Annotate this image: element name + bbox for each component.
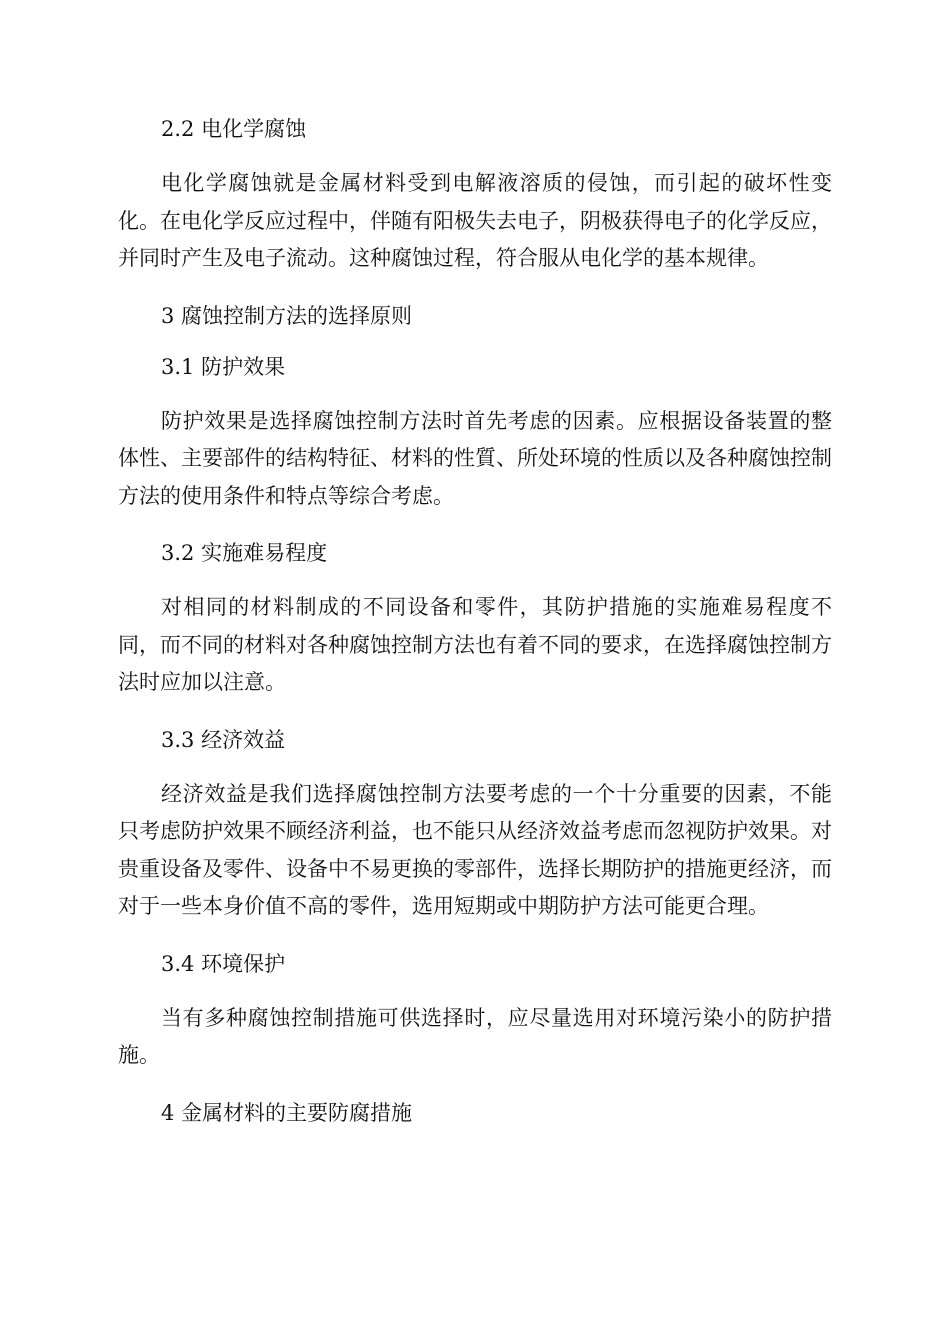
paragraph-electrochemical-corrosion: 电化学腐蚀就是金属材料受到电解液溶质的侵蚀，而引起的破坏性变化。在电化学反应过程中，伴随有阳极失去电子，阴极获得电子的化学反应，并同时产生及电子流动。这种腐蚀过程，符合服从电化学的基本规律。 [118, 171, 832, 270]
section-heading-4: 4 金属材料的主要防腐措施 [161, 1100, 413, 1125]
section-heading-3-3: 3.3 经济效益 [161, 727, 286, 752]
paragraph-implementation-difficulty: 对相同的材料制成的不同设备和零件，其防护措施的实施难易程度不同，而不同的材料对各种腐蚀控制方法也有着不同的要求，在选择腐蚀控制方法时应加以注意。 [118, 595, 832, 694]
paragraph-environmental-protection: 当有多种腐蚀控制措施可供选择时，应尽量选用对环境污染小的防护措施。 [118, 1005, 832, 1067]
section-heading-3-2: 3.2 实施难易程度 [161, 541, 328, 565]
section-heading-2-2: 2.2 电化学腐蚀 [161, 117, 307, 141]
paragraph-economic-benefit: 经济效益是我们选择腐蚀控制方法要考虑的一个十分重要的因素，不能只考虑防护效果不顾经济利益，也不能只从经济效益考虑而忽视防护效果。对贵重设备及零件、设备中不易更换的零部件，选择长期防护的措施更经济，而对于一些本身价值不高的零件，选用短期或中期防护方法可能更合理。 [118, 781, 832, 918]
document-page [118, 114, 832, 1128]
section-heading-3-4: 3.4 环境保护 [161, 951, 286, 976]
section-heading-3-1: 3.1 防护效果 [161, 354, 286, 379]
section-heading-3: 3 腐蚀控制方法的选择原则 [161, 303, 413, 328]
paragraph-protection-effect: 防护效果是选择腐蚀控制方法时首先考虑的因素。应根据设备装置的整体性、主要部件的结构特征、材料的性質、所处环境的性质以及各种腐蚀控制方法的使用条件和特点等综合考虑。 [118, 408, 832, 508]
